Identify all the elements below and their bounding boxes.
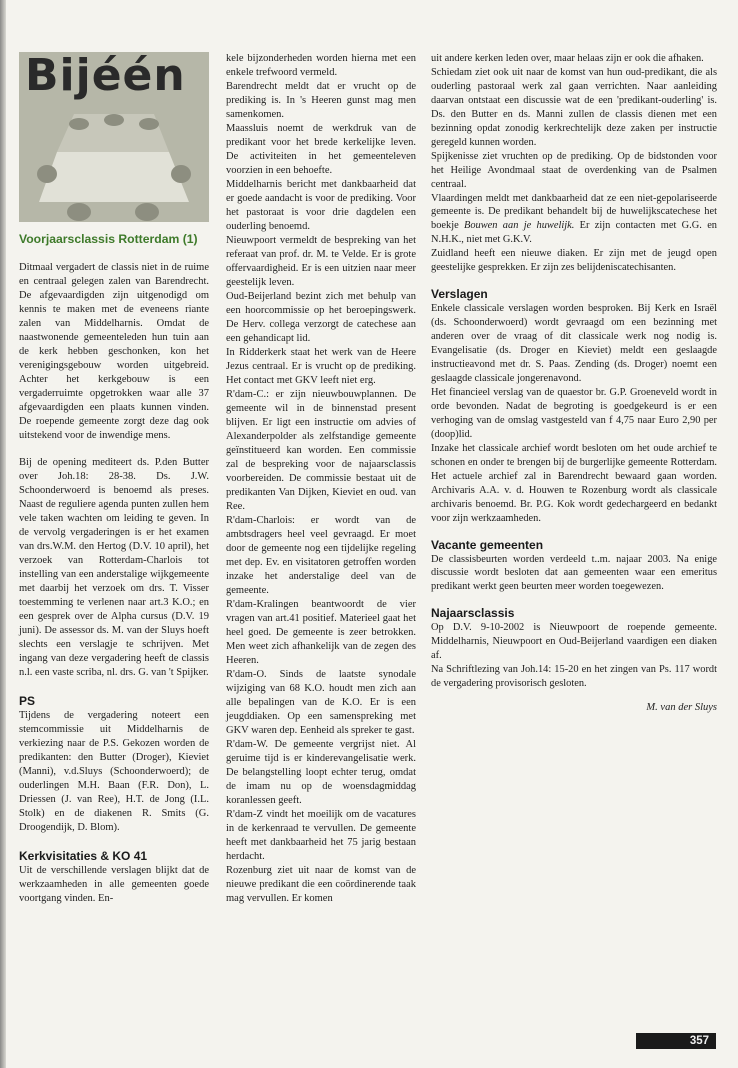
paragraph: Bij de opening mediteert ds. P.den Butter over Joh.18: 28-38. Ds. J.W. Schoonderwoerd is benoemd als preses. Naast de reguliere agenda punten zullen hem vele taken wachten om leiding te geven. In de vervolg vergaderingen is er het examen van drs.W.M. den Hertog (D.V. 10 april), het verzoek van Rotterdam-Charlois tot instelling van een anderstalige wijkgemeente met daarbij het verzoek om drs. T. Visser toestemming te verlenen naar art.3 K.O.; en een gesprek over de Alpha cursus (D.V. 19 juni). De assessor ds. M. van der Sluys hoeft slechts een verslagje te schrijven. Met ingang van deze vergadering heeft de classis n.l. een vaste scriba, nl. drs. G. van 't Spijker. <box>19 457 209 678</box>
paragraph: Nieuwpoort vermeldt de bespreking van het referaat van prof. dr. M. te Velde. Er is grote offervaardigheid. Er is een uitzien naar meer geestelijk leven. <box>226 235 416 288</box>
paragraph: R'dam-W. De gemeente vergrijst niet. Al geruime tijd is er kinderevangelisatie werk. De belangstelling loopt echter terug, omdat de imam nu op de woensdagmiddag koranlessen geeft. <box>226 739 416 806</box>
author-signature: M. van der Sluys <box>646 702 717 714</box>
paragraph: Maassluis noemt de werkdruk van de predikant voor het brede kerkelijke leven. De activiteiten in het gemeenteleven voorzien in een behoefte. <box>226 123 416 176</box>
paragraph: Na Schriftlezing van Joh.14: 15-20 en het zingen van Ps. 117 wordt de vergadering provisorisch gesloten. <box>431 664 717 690</box>
section-heading-najaarsclassis: Najaarsclassis <box>431 606 515 621</box>
page-spine <box>0 0 6 1068</box>
paragraph: Inzake het classicale archief wordt besloten om het oude archief te schonen en onder te brengen bij de burgerlijke gemeente Rotterdam. Het actuele archief zal in Barendrecht bewaard gaan worden. Archivaris A.A. v. d. Houwen te Rozenburg wordt als classicale archivaris benoemd. Br. P.G. Kok wordt gedechargeerd en bedankt voor zijn werkzaamheden. <box>431 442 717 524</box>
paragraph: uit andere kerken leden over, maar helaas zijn er ook die afhaken. <box>431 53 704 64</box>
paragraph: Het financieel verslag van de quaestor br. G.P. Groeneveld wordt in orde bevonden. Nadat de begroting is goedgekeurd is er een verhoging van de omslag vastgesteld van f 4,75 naar Euro 2,90 per (doop)lid. <box>431 386 717 440</box>
section-heading-vacante: Vacante gemeenten <box>431 537 544 552</box>
paragraph: R'dam-Charlois: er wordt van de ambtsdragers heel veel gevraagd. Er moet door de gemeente nog een tijdelijke regeling met dep. Ev. en visitatoren getroffen worden inzake het anderstalige deel van de gemeente. <box>226 515 416 596</box>
text-run: Er zijn contacten met G.G. en N.H.K., niet met G.K.V. <box>431 220 718 246</box>
paragraph: Spijkenisse ziet vruchten op de prediking. Op de bidstonden voor het Heilige Avondmaal staat de overdenking van de Psalmen centraal. <box>431 150 717 190</box>
paragraph: Oud-Beijerland bezint zich met behulp van een hoorcommissie op het beroepingswerk. De Herv. collega verzorgt de catechese aan een gehandicapt lid. <box>226 291 416 344</box>
paragraph: Uit de verschillende verslagen blijkt dat de werkzaamheden in alle gemeenten goede voortgang vinden. En- <box>19 865 209 904</box>
logo-word: Bijéén <box>25 52 186 101</box>
section-heading-ps: PS <box>19 694 36 708</box>
paragraph: R'dam-C.: er zijn nieuwbouwplannen. De gemeente wil in de binnenstad present blijven. Er ligt een instructie om advies of Alexanderpolder als zelfstandige gemeente geïnstitueerd kan worden. Een commissie zal de bespreking voor de najaarsclassis voorbereiden. De commissie bestaat uit de predikanten Van Dijken, Kieviet en oud. van Ree. <box>226 389 416 512</box>
paragraph: De classisbeurten worden verdeeld t..m. najaar 2003. Na enige discussie wordt besloten dat aan gemeenten waar een emeritus predikant werkt geen beurten meer worden toegewezen. <box>431 553 717 593</box>
paragraph: Barendrecht meldt dat er vrucht op de prediking is. In 's Heeren gunst mag men samenkomen. <box>226 81 416 120</box>
page-number: 357 <box>636 1033 716 1049</box>
column-1 <box>19 52 209 906</box>
paragraph <box>431 192 717 248</box>
paragraph: Schiedam ziet ook uit naar de komst van hun oud-predikant, die als ouderling pastoraal werk zal gaan verrichten. Naar aanleiding daarvan ontstaat een discussie wat de een 'predikant-ouderling' is. Ds. den Butter en ds. Manni zullen de classis dienen met een bezinning opdat zonodig kerkrechtelijk deze zaken per instructie geregeld kunnen worden. <box>431 66 717 148</box>
paragraph: Middelharnis bericht met dankbaarheid dat er goede aandacht is voor de prediking. Voor het pastoraat is voor drie dagdelen een ouderling benoemd. <box>226 179 416 232</box>
section-heading-kerkvisitaties: Kerkvisitaties & KO 41 <box>19 849 148 863</box>
paragraph: Tijdens de vergadering noteert een stemcommissie uit Middelharnis de verkiezing naar de P.S. Gekozen worden de predikanten: den Butter (Droger), Kieviet (Manni), v.d.Sluys (Schoonderwoerd); de ouderlingen M.H. Baan (F.R. Don), L. Driessen (J. van Ree), H.T. de Jong (I.L. Stolk) en de diakenen R. Smits (G. Droogendijk, D. Blom). <box>19 710 209 833</box>
column-2 <box>226 52 416 906</box>
paragraph: Enkele classicale verslagen worden besproken. Bij Kerk en Israël (ds. Schoonderwoerd) wordt gevraagd om een bezinning met anderen over de vraag of dit classicale werk nog nodig is. Evangelisatie (ds. Droger en Kieviet) meldt een geslaagde instructieavond met dr. S. Paas. Zending (ds. Droger) noemt een geslaagde classicale jongerenavond. <box>431 303 717 385</box>
bijeen-logo <box>19 52 209 222</box>
paragraph: R'dam-O. Sinds de laatste synodale wijziging van 68 K.O. houdt men zich aan alle bepalingen van de K.O. Er is een jeugddiaken. Op een samenspreking met GKV waren dep. Eenheid als spreker te gast. <box>226 669 416 736</box>
paragraph: Ditmaal vergadert de classis niet in de ruime en centraal gelegen zalen van Barendrecht. De afgevaardigden zijn uitgenodigd om kennis te maken met de eveneens riante zalen van Middelharnis. Omdat de naastwonende gemeenteleden hun tuin aan de kerk hebben geschonken, kon het verenigingsgebouw worden uitgebreid. Achter het kerkgebouw is een vergaderruimte opgetrokken waar alle 37 afgevaardigden een plaats kunnen vinden. De roepende gemeente zorgt deze dag ook uitstekend voor de inwendige mens. <box>19 262 209 441</box>
paragraph: R'dam-Kralingen beantwoordt de vier vragen van art.41 positief. Materieel gaat het heel goed. De gemeente is zeer betrokken. Men weet zich afhankelijk van de zegen des Heeren. <box>226 599 416 666</box>
paragraph: Rozenburg ziet uit naar de komst van de nieuwe predikant die een coördinerende taak mag vervullen. Er komen <box>226 865 416 904</box>
text-run: Vlaardingen meldt met dankbaarheid dat ze een niet-gepolariseerde gemeente is. De predikant behandelt bij de huwelijkscatechese het boekje <box>431 192 717 232</box>
paragraph: In Ridderkerk staat het werk van de Heere Jezus centraal. Er is vrucht op de prediking. Het contact met GKV leeft niet erg. <box>226 347 416 386</box>
section-heading-verslagen: Verslagen <box>431 287 488 302</box>
article-title: Voorjaarsclassis Rotterdam (1) <box>19 232 198 246</box>
paragraph: R'dam-Z vindt het moeilijk om de vacatures in de kerkenraad te vervullen. De gemeente heeft met dankbaarheid het 75 jarig bestaan herdacht. <box>226 809 416 862</box>
paragraph: Zuidland heeft een nieuwe diaken. Er zijn met de jeugd open geestelijke gesprekken. Er zijn zes belijdeniscatechisanten. <box>431 248 717 274</box>
column-3 <box>431 52 717 713</box>
paragraph: kele bijzonderheden worden hierna met een enkele trefwoord vermeld. <box>226 53 416 78</box>
book-title: Bouwen aan je huwelijk. <box>464 220 575 232</box>
paragraph: Op D.V. 9-10-2002 is Nieuwpoort de roepende gemeente. Middelharnis, Nieuwpoort en Oud-Beijerland vaardigen een diaken af. <box>431 622 717 662</box>
